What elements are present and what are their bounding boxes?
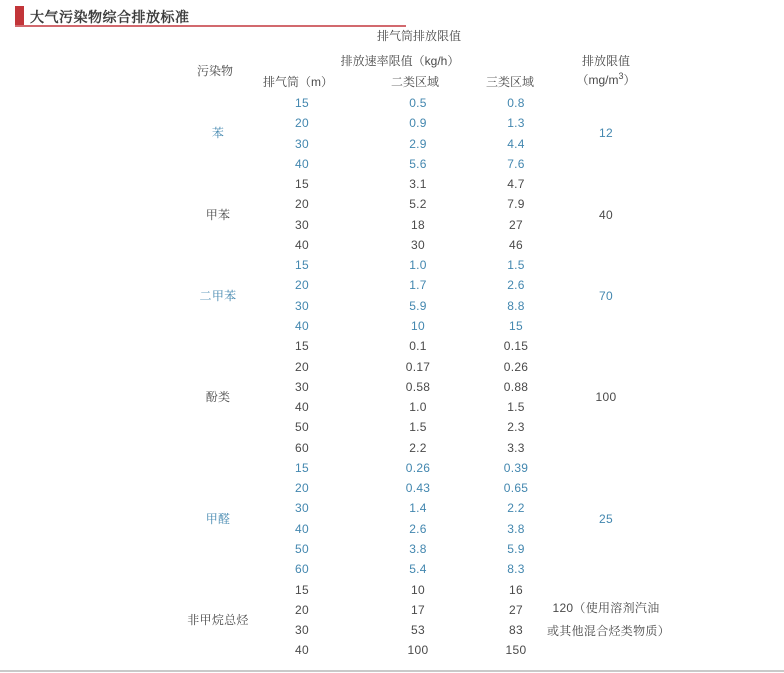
zone2-rate-value: 0.58 — [405, 379, 431, 394]
zone3-rate-value: 46 — [509, 237, 523, 252]
emission-limit-value: 12 — [599, 126, 613, 141]
stack-height-value: 30 — [295, 623, 309, 638]
page-title: 大气污染物综合排放标准 — [30, 9, 190, 25]
zone2-rate-value: 0.26 — [405, 460, 431, 475]
emission-limit-value: 25 — [599, 511, 613, 526]
zone3-rate-value: 0.15 — [503, 339, 529, 354]
stack-height-value: 20 — [295, 359, 309, 374]
stack-height-value: 30 — [295, 136, 309, 151]
zone3-rate-value: 8.3 — [507, 562, 525, 577]
pollutant-name: 甲醛 — [205, 511, 231, 526]
unit-superscript: 3 — [618, 71, 624, 81]
stack-height-value: 60 — [295, 562, 309, 577]
stack-height-value: 15 — [295, 339, 309, 354]
emission-limit-value: 70 — [599, 288, 613, 303]
zone3-rate-value: 0.39 — [503, 460, 529, 475]
header-emission-rate-limit: 排放速率限值（kg/h） — [340, 54, 460, 68]
stack-height-value: 20 — [295, 602, 309, 617]
stack-height-value: 30 — [295, 298, 309, 313]
stack-height-value: 15 — [295, 460, 309, 475]
red-accent-bar — [15, 6, 24, 27]
zone3-rate-value: 83 — [509, 623, 523, 638]
emission-limit-value: 100 — [595, 389, 617, 404]
zone3-rate-value: 0.65 — [503, 481, 529, 496]
zone2-rate-value: 0.1 — [409, 339, 427, 354]
zone3-rate-value: 2.2 — [507, 501, 525, 516]
zone2-rate-value: 2.2 — [409, 440, 427, 455]
zone2-rate-value: 5.6 — [409, 156, 427, 171]
zone2-rate-value: 5.4 — [409, 562, 427, 577]
header-zone3: 三类区域 — [485, 75, 535, 89]
stack-height-value: 15 — [295, 96, 309, 111]
stack-height-value: 40 — [295, 237, 309, 252]
stack-height-value: 30 — [295, 379, 309, 394]
pollutant-name: 非甲烷总烃 — [187, 612, 249, 627]
stack-height-value: 20 — [295, 278, 309, 293]
zone3-rate-value: 4.7 — [507, 177, 525, 192]
zone3-rate-value: 0.88 — [503, 379, 529, 394]
zone3-rate-value: 16 — [509, 582, 523, 597]
zone3-rate-value: 0.26 — [503, 359, 529, 374]
zone3-rate-value: 3.8 — [507, 521, 525, 536]
zone2-rate-value: 2.6 — [409, 521, 427, 536]
stack-height-value: 20 — [295, 481, 309, 496]
zone2-rate-value: 3.1 — [409, 177, 427, 192]
zone2-rate-value: 0.17 — [405, 359, 431, 374]
stack-height-value: 50 — [295, 541, 309, 556]
unit-suffix: ） — [623, 73, 636, 87]
header-stack-height: 排气筒（m） — [263, 75, 333, 89]
zone3-rate-value: 150 — [505, 643, 527, 658]
zone2-rate-value: 1.7 — [409, 278, 427, 293]
zone2-rate-value: 17 — [411, 602, 425, 617]
zone3-rate-value: 1.5 — [507, 400, 525, 415]
zone2-rate-value: 10 — [411, 582, 425, 597]
header-emission-limit: 排放限值 — [581, 54, 631, 68]
stack-height-value: 15 — [295, 582, 309, 597]
emission-limit-value: 40 — [599, 207, 613, 222]
zone3-rate-value: 2.6 — [507, 278, 525, 293]
stack-height-value: 30 — [295, 501, 309, 516]
pollutant-name: 酚类 — [205, 389, 231, 404]
zone3-rate-value: 27 — [509, 602, 523, 617]
stack-height-value: 40 — [295, 319, 309, 333]
stack-height-value: 20 — [295, 116, 309, 131]
pollutant-name: 甲苯 — [205, 207, 231, 222]
zone2-rate-value: 18 — [411, 217, 425, 232]
zone3-rate-value: 4.4 — [507, 136, 525, 151]
zone3-rate-value: 3.3 — [507, 440, 525, 455]
header-stack-emission-limits: 排气筒排放限值 — [376, 29, 462, 43]
zone3-rate-value: 15 — [509, 319, 523, 333]
zone3-rate-value: 1.5 — [507, 258, 525, 273]
stack-height-value: 40 — [295, 400, 309, 415]
stack-height-value: 15 — [295, 258, 309, 273]
stack-height-value: 30 — [295, 217, 309, 232]
bottom-divider — [0, 670, 784, 672]
zone3-rate-value: 5.9 — [507, 541, 525, 556]
zone2-rate-value: 1.4 — [409, 501, 427, 516]
stack-height-value: 40 — [295, 521, 309, 536]
zone2-rate-value: 10 — [411, 319, 425, 333]
pollutant-name: 二甲苯 — [199, 288, 237, 303]
zone2-rate-value: 100 — [407, 643, 429, 658]
header-unit-mg-m3 — [576, 73, 635, 87]
zone2-rate-value: 1.5 — [409, 420, 427, 435]
zone2-rate-value: 1.0 — [409, 258, 427, 273]
zone2-rate-value: 53 — [411, 623, 425, 638]
stack-height-value: 40 — [295, 643, 309, 658]
zone3-rate-value: 1.3 — [507, 116, 525, 131]
zone2-rate-value: 1.0 — [409, 400, 427, 415]
zone3-rate-value: 7.9 — [507, 197, 525, 212]
stack-height-value: 40 — [295, 156, 309, 171]
zone3-rate-value: 2.3 — [507, 420, 525, 435]
zone2-rate-value: 3.8 — [409, 541, 427, 556]
stack-height-value: 15 — [295, 177, 309, 192]
zone3-rate-value: 27 — [509, 217, 523, 232]
zone2-rate-value: 5.9 — [409, 298, 427, 313]
zone3-rate-value: 7.6 — [507, 156, 525, 171]
title-underline — [15, 25, 406, 27]
unit-prefix: （mg/m — [576, 73, 619, 87]
stack-height-value: 20 — [295, 197, 309, 212]
zone2-rate-value: 0.9 — [409, 116, 427, 131]
zone2-rate-value: 30 — [411, 237, 425, 252]
zone2-rate-value: 2.9 — [409, 136, 427, 151]
header-zone2: 二类区域 — [390, 75, 440, 89]
stack-height-value: 60 — [295, 440, 309, 455]
zone2-rate-value: 0.5 — [409, 96, 427, 111]
zone3-rate-value: 0.8 — [507, 96, 525, 111]
stack-height-value: 50 — [295, 420, 309, 435]
header-pollutant: 污染物 — [196, 64, 234, 78]
zone3-rate-value: 8.8 — [507, 298, 525, 313]
zone2-rate-value: 5.2 — [409, 197, 427, 212]
emission-limit-value: 120（使用溶剂汽油或其他混合烃类物质） — [547, 601, 671, 639]
zone2-rate-value: 0.43 — [405, 481, 431, 496]
pollutant-name: 苯 — [211, 126, 225, 141]
